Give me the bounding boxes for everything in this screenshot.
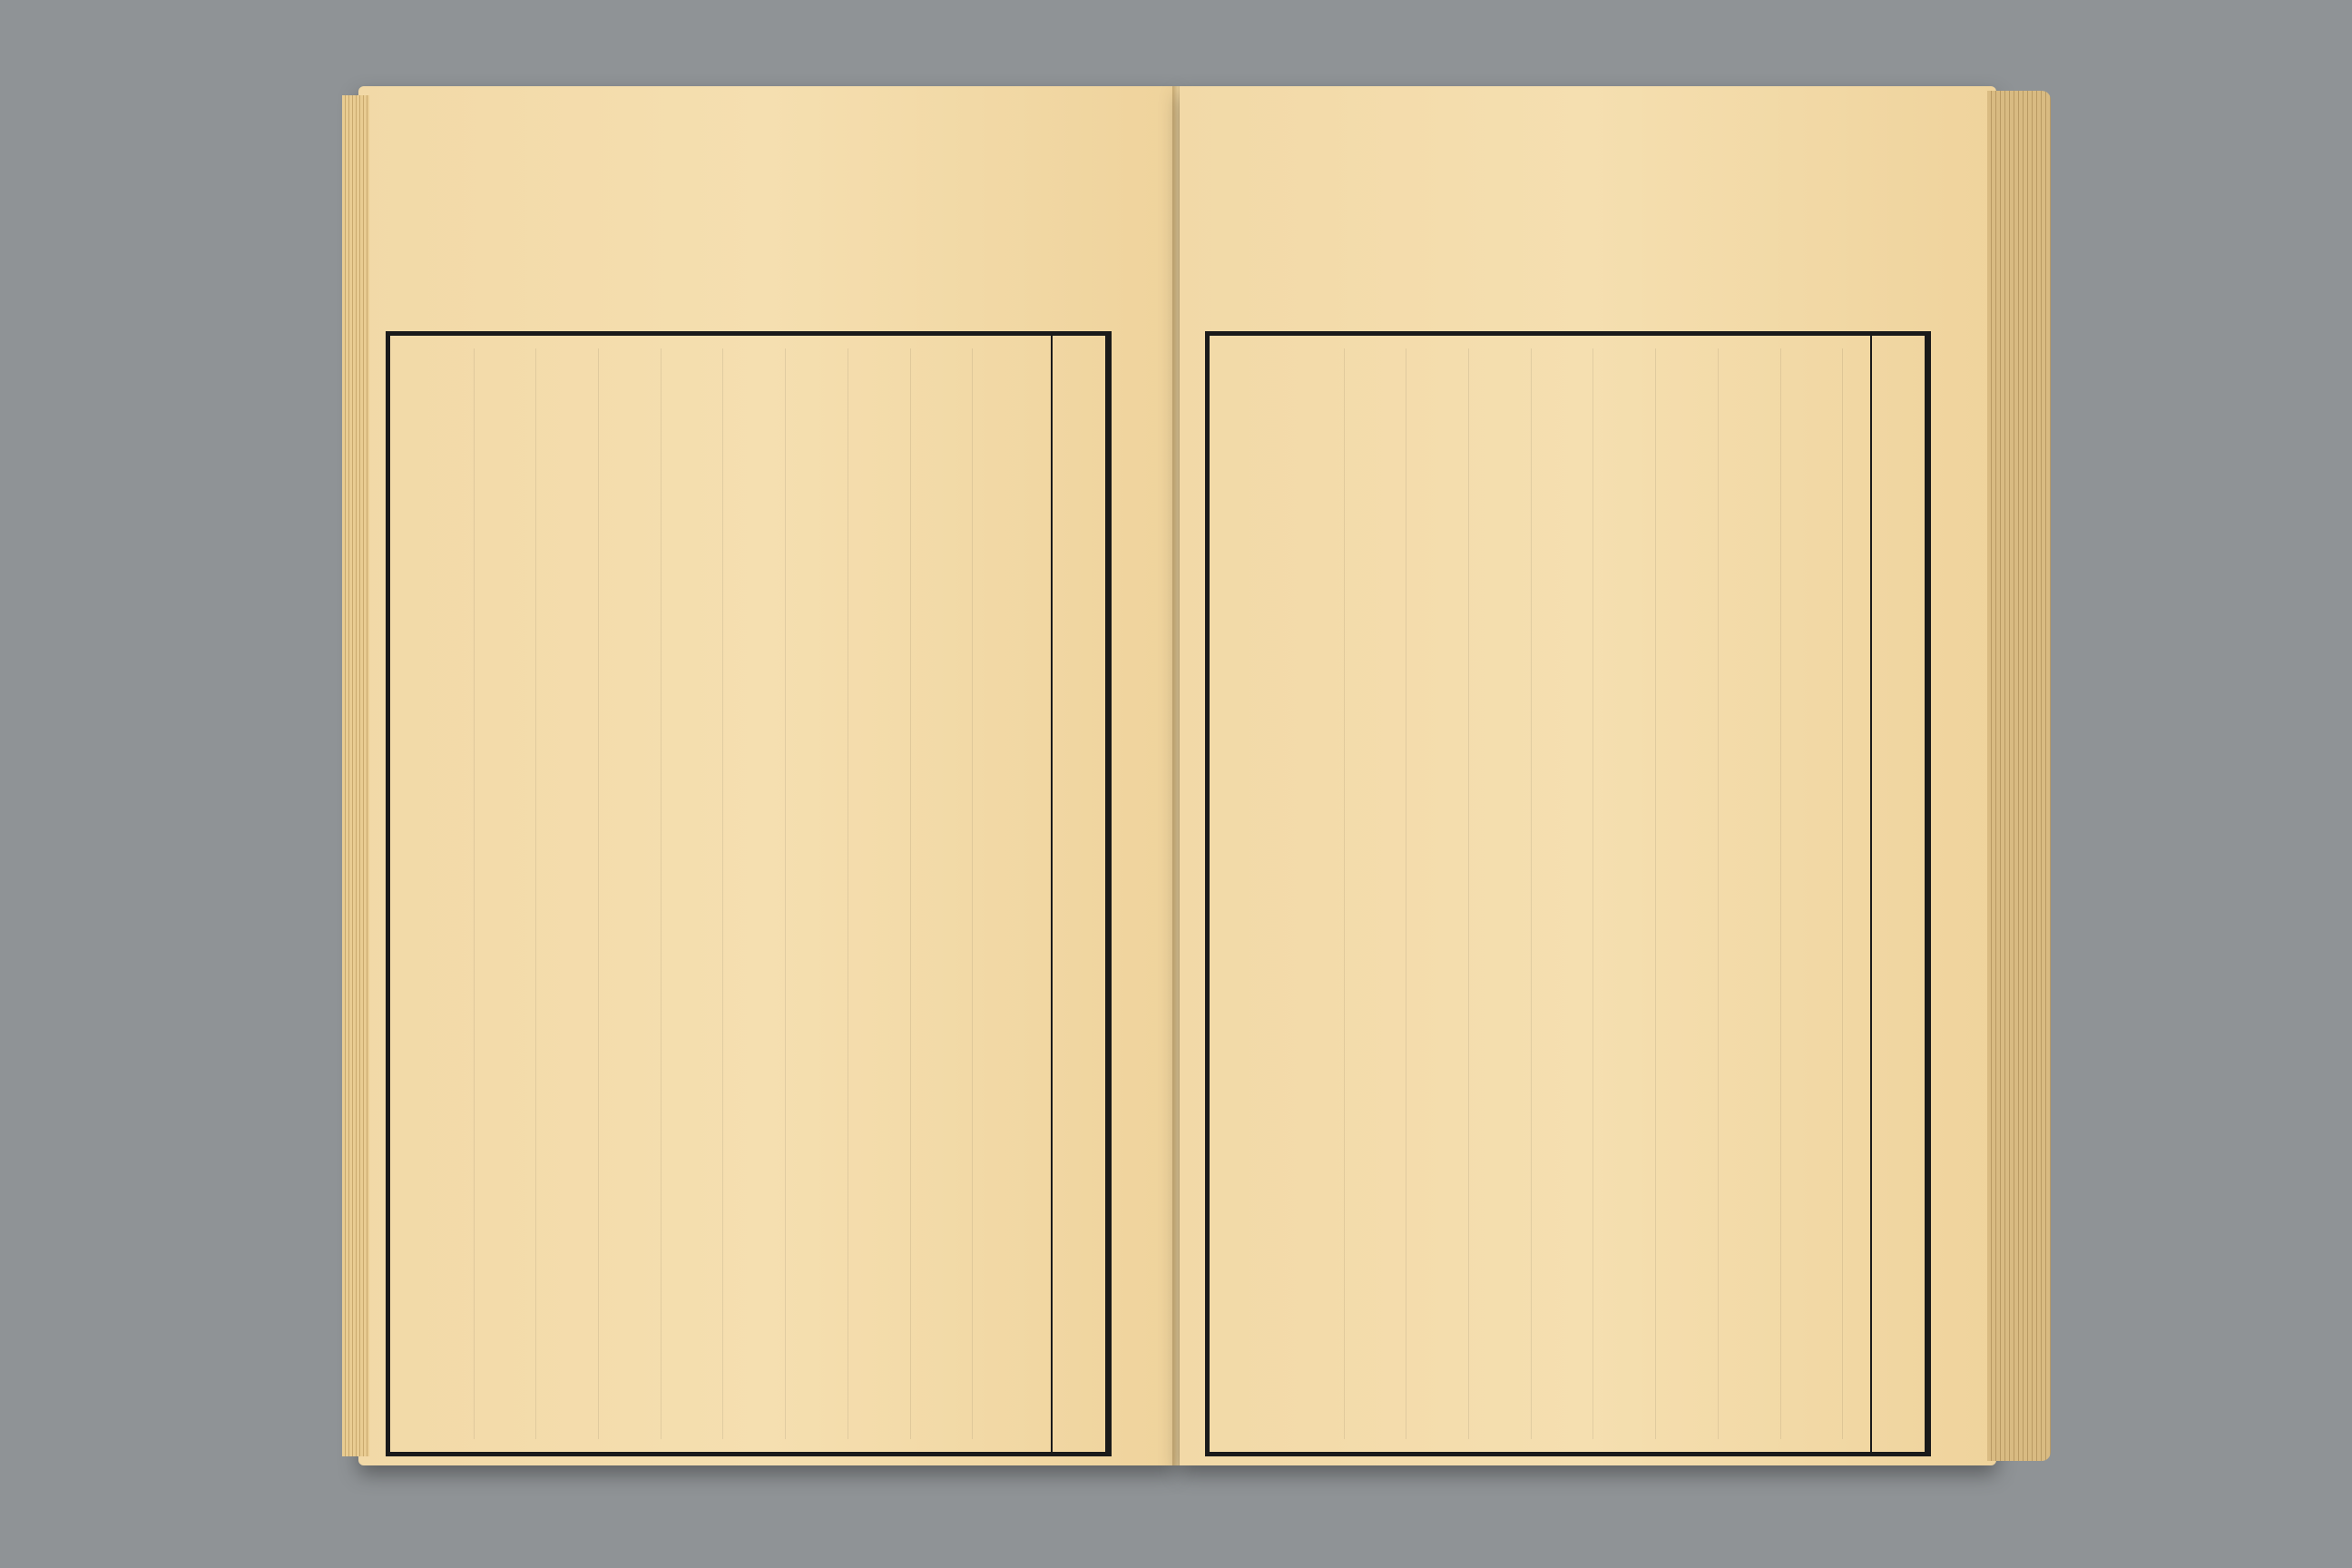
left-text-frame <box>386 331 1112 1456</box>
right-column-10 <box>1282 348 1344 1439</box>
right-column-6 <box>1531 348 1593 1439</box>
left-column-6 <box>661 348 723 1439</box>
left-column-2 <box>910 348 973 1439</box>
right-column-9 <box>1344 348 1406 1439</box>
right-column-7 <box>1468 348 1531 1439</box>
right-column-3 <box>1718 348 1780 1439</box>
right-column-2 <box>1780 348 1843 1439</box>
left-columns <box>412 348 1034 1439</box>
right-text-frame <box>1205 331 1931 1456</box>
left-column-5 <box>722 348 785 1439</box>
left-column-10 <box>412 348 474 1439</box>
right-center-band <box>1870 336 1926 1452</box>
left-column-3 <box>848 348 910 1439</box>
left-column-7 <box>598 348 661 1439</box>
left-column-9 <box>474 348 536 1439</box>
right-columns <box>1282 348 1905 1439</box>
left-center-band <box>1051 336 1107 1452</box>
left-page-edges <box>342 95 369 1456</box>
right-page <box>1180 86 1996 1465</box>
left-column-4 <box>785 348 848 1439</box>
left-column-8 <box>535 348 598 1439</box>
right-column-4 <box>1655 348 1718 1439</box>
book-spread <box>358 86 2046 1488</box>
right-column-5 <box>1592 348 1655 1439</box>
right-page-edges <box>1987 91 2051 1461</box>
right-column-8 <box>1406 348 1468 1439</box>
left-column-1 <box>972 348 1034 1439</box>
left-page <box>358 86 1175 1465</box>
